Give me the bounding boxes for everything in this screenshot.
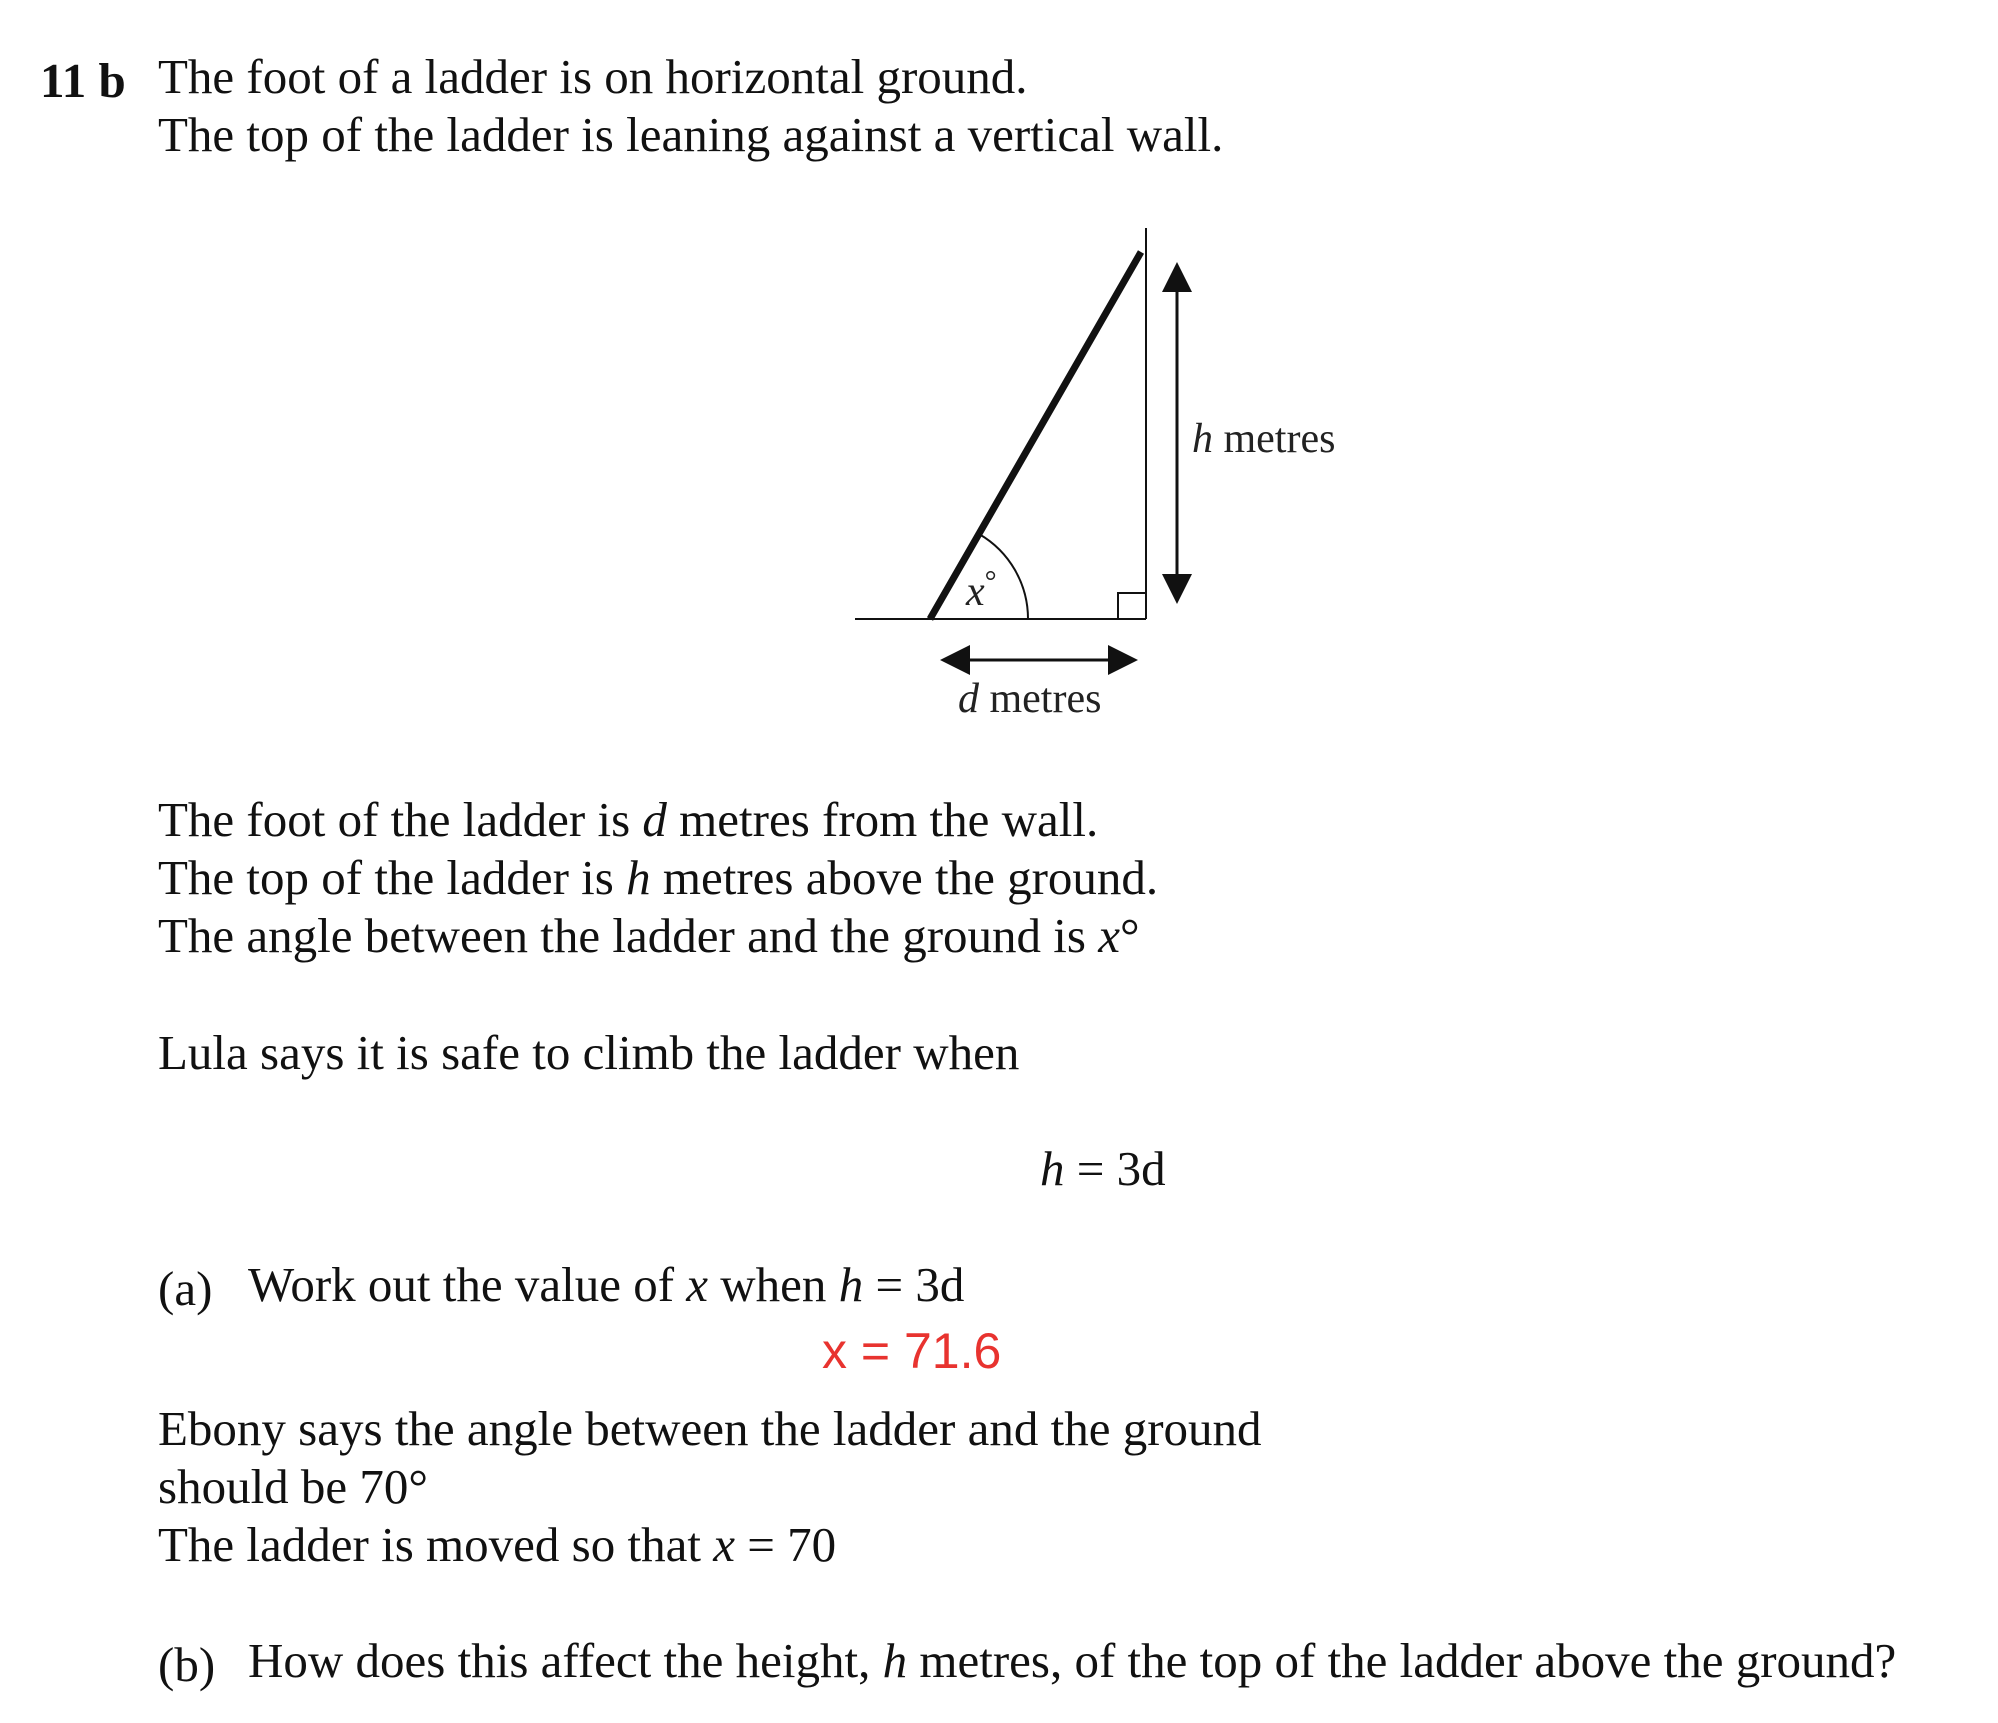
part-a-label: (a) [158,1261,213,1316]
ebony-line-2: should be 70° [158,1459,429,1514]
ladder [930,252,1141,619]
statement-height: The top of the ladder is h metres above the ground. [158,850,1159,905]
part-a-question: Work out the value of x when h = 3d [248,1257,965,1312]
intro-line-2: The top of the ladder is leaning against a vertical wall. [158,107,1224,162]
intro-line-1: The foot of a ladder is on horizontal ground. [158,49,1028,104]
ebony-line-3: The ladder is moved so that x = 70 [158,1517,837,1572]
part-b-question: How does this affect the height, h metres, of the top of the ladder above the ground? [248,1633,1897,1688]
part-a-answer: x = 71.6 [822,1323,1002,1379]
lula-statement: Lula says it is safe to climb the ladder when [158,1025,1020,1080]
right-angle-marker [1118,593,1146,619]
ebony-line-1: Ebony says the angle between the ladder and the ground [158,1401,1262,1456]
question-number: 11 b [40,53,126,108]
statement-angle: The angle between the ladder and the ground is x° [158,908,1140,963]
lula-equation: h = 3d [1040,1141,1166,1196]
ladder-diagram [0,0,1998,800]
distance-label: d metres [958,676,1102,722]
height-label: h metres [1192,416,1336,462]
statement-distance: The foot of the ladder is d metres from the wall. [158,792,1099,847]
part-b-label: (b) [158,1637,216,1692]
angle-label: x° [966,565,997,615]
